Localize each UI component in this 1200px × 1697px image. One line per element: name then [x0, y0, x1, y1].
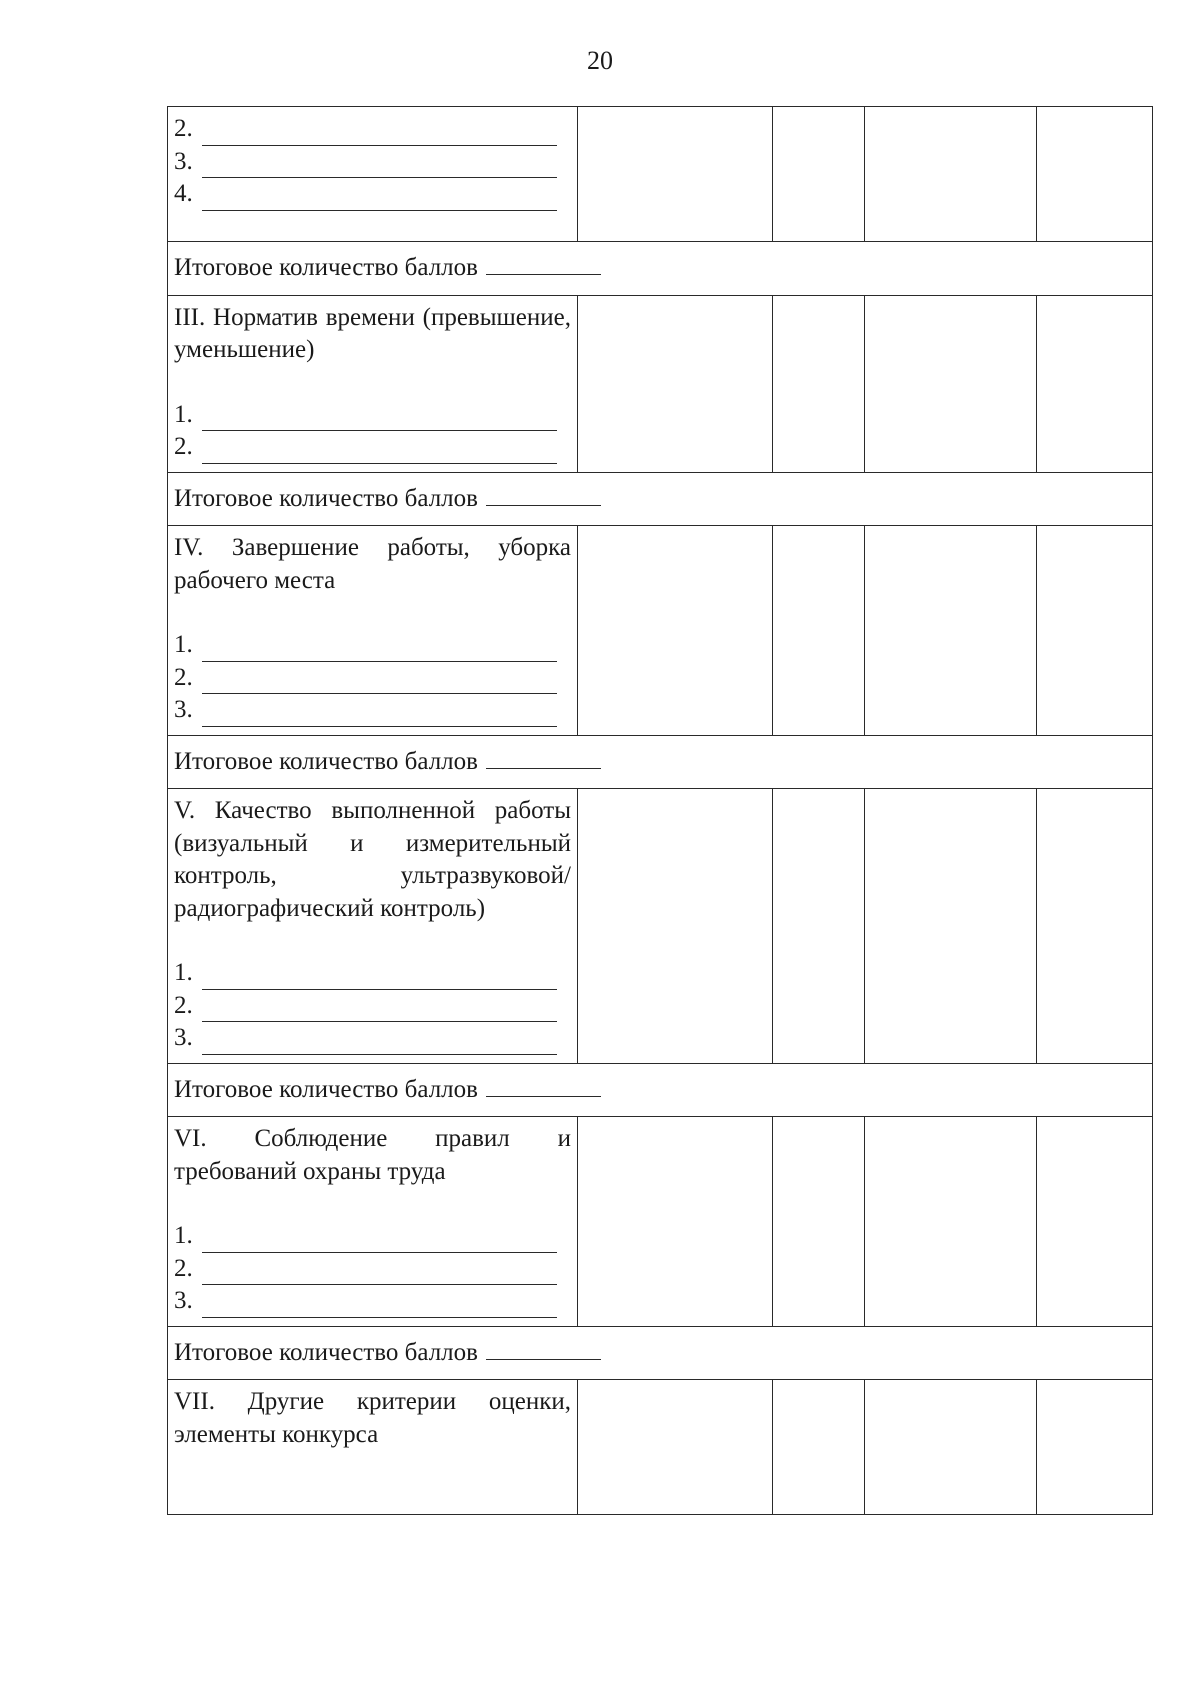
- criteria-item-blank-line[interactable]: [202, 667, 557, 694]
- criteria-row: [168, 1380, 1153, 1515]
- criteria-item: [174, 431, 571, 464]
- score-cell[interactable]: [578, 526, 773, 736]
- criteria-item: [174, 1285, 571, 1318]
- criteria-item-number: 3.: [174, 1024, 193, 1051]
- total-row: [168, 1326, 1153, 1380]
- score-cell[interactable]: [1037, 1117, 1153, 1327]
- score-cell[interactable]: [865, 107, 1037, 242]
- score-cell[interactable]: [773, 1380, 865, 1515]
- score-cell[interactable]: [865, 1117, 1037, 1327]
- total-score-blank[interactable]: [486, 744, 601, 769]
- criteria-item: [174, 957, 571, 990]
- score-cell[interactable]: [1037, 107, 1153, 242]
- criteria-item-blank-line[interactable]: [202, 404, 557, 431]
- score-cell[interactable]: [773, 107, 865, 242]
- criteria-item: [174, 1022, 571, 1055]
- total-cell: [168, 735, 1153, 789]
- total-score-blank[interactable]: [486, 1335, 601, 1360]
- score-cell[interactable]: [773, 526, 865, 736]
- criteria-row: [168, 789, 1153, 1064]
- criteria-item-number: 3.: [174, 696, 193, 723]
- criteria-cell: [168, 1117, 578, 1327]
- criteria-item-blank-line[interactable]: [202, 700, 557, 727]
- criteria-item-blank-line[interactable]: [202, 119, 557, 146]
- criteria-item-blank-line[interactable]: [202, 635, 557, 662]
- criteria-item-blank-line[interactable]: [202, 963, 557, 990]
- criteria-item-number: 2.: [174, 433, 193, 460]
- criteria-item: [174, 1253, 571, 1286]
- criteria-item-number: 3.: [174, 147, 193, 175]
- criteria-item-blank-line[interactable]: [202, 1291, 557, 1318]
- total-label: Итоговое количество баллов: [174, 1075, 478, 1103]
- total-cell: [168, 1326, 1153, 1380]
- criteria-heading: VI. Соблюдение правил и требований охраны труда: [174, 1125, 571, 1185]
- criteria-item-blank-line[interactable]: [202, 1028, 557, 1055]
- criteria-item-number: 2.: [174, 115, 193, 142]
- criteria-item-number: 1.: [174, 631, 193, 658]
- score-cell[interactable]: [865, 789, 1037, 1064]
- total-label: Итоговое количество баллов: [174, 1338, 478, 1366]
- total-cell: [168, 1063, 1153, 1117]
- criteria-item: [174, 146, 571, 179]
- total-row: [168, 1063, 1153, 1117]
- score-cell[interactable]: [773, 789, 865, 1064]
- criteria-item: [174, 178, 571, 211]
- criteria-item-blank-line[interactable]: [202, 1226, 557, 1253]
- criteria-cell: [168, 107, 578, 242]
- total-score-blank[interactable]: [486, 250, 601, 275]
- total-row: [168, 735, 1153, 789]
- criteria-item: [174, 113, 571, 146]
- criteria-cell: [168, 1380, 578, 1515]
- total-row: [168, 242, 1153, 296]
- criteria-item-blank-line[interactable]: [202, 995, 557, 1022]
- page-number: 20: [587, 46, 613, 75]
- criteria-heading: III. Норматив времени (превышение, уменьшение): [174, 303, 571, 363]
- score-cell[interactable]: [578, 1117, 773, 1327]
- criteria-item-number: 2.: [174, 663, 193, 691]
- score-cell[interactable]: [1037, 295, 1153, 472]
- score-cell[interactable]: [1037, 526, 1153, 736]
- criteria-item: [174, 662, 571, 695]
- criteria-item-number: 3.: [174, 1287, 193, 1314]
- score-cell[interactable]: [865, 526, 1037, 736]
- total-label: Итоговое количество баллов: [174, 254, 478, 281]
- total-score-blank[interactable]: [486, 481, 601, 506]
- criteria-item: [174, 1220, 571, 1253]
- score-cell[interactable]: [578, 1380, 773, 1515]
- score-cell[interactable]: [1037, 1380, 1153, 1515]
- criteria-cell: [168, 526, 578, 736]
- criteria-cell: [168, 295, 578, 472]
- criteria-row: [168, 295, 1153, 472]
- total-row: [168, 472, 1153, 526]
- score-cell[interactable]: [865, 1380, 1037, 1515]
- criteria-item-blank-line[interactable]: [202, 184, 557, 211]
- criteria-item-number: 1.: [174, 1222, 193, 1249]
- criteria-item-blank-line[interactable]: [202, 437, 557, 464]
- criteria-heading: VII. Другие критерии оценки, элементы конкурса: [174, 1388, 571, 1448]
- score-cell[interactable]: [865, 295, 1037, 472]
- criteria-item-blank-line[interactable]: [202, 151, 557, 178]
- criteria-heading: V. Качество выполненной работы (визуальный и измерительный контроль, ультразвуковой/ радиографический контроль): [174, 797, 571, 922]
- score-cell[interactable]: [578, 107, 773, 242]
- score-cell[interactable]: [773, 295, 865, 472]
- evaluation-table: [167, 106, 1153, 1515]
- criteria-row: [168, 526, 1153, 736]
- criteria-item-blank-line[interactable]: [202, 1258, 557, 1285]
- criteria-item-number: 2.: [174, 991, 193, 1019]
- score-cell[interactable]: [1037, 789, 1153, 1064]
- total-label: Итоговое количество баллов: [174, 484, 478, 512]
- criteria-row: [168, 107, 1153, 242]
- total-cell: [168, 242, 1153, 296]
- criteria-row: [168, 1117, 1153, 1327]
- criteria-item: [174, 694, 571, 727]
- total-label: Итоговое количество баллов: [174, 747, 478, 775]
- criteria-item-number: 1.: [174, 400, 193, 428]
- criteria-item: [174, 399, 571, 432]
- score-cell[interactable]: [578, 789, 773, 1064]
- criteria-cell: [168, 789, 578, 1064]
- criteria-heading: IV. Завершение работы, уборка рабочего места: [174, 534, 571, 594]
- criteria-item-number: 2.: [174, 1254, 193, 1282]
- score-cell[interactable]: [773, 1117, 865, 1327]
- total-score-blank[interactable]: [486, 1072, 601, 1097]
- criteria-item: [174, 629, 571, 662]
- criteria-item-number: 1.: [174, 959, 193, 986]
- criteria-item-number: 4.: [174, 180, 193, 207]
- total-cell: [168, 472, 1153, 526]
- criteria-item: [174, 990, 571, 1023]
- score-cell[interactable]: [578, 295, 773, 472]
